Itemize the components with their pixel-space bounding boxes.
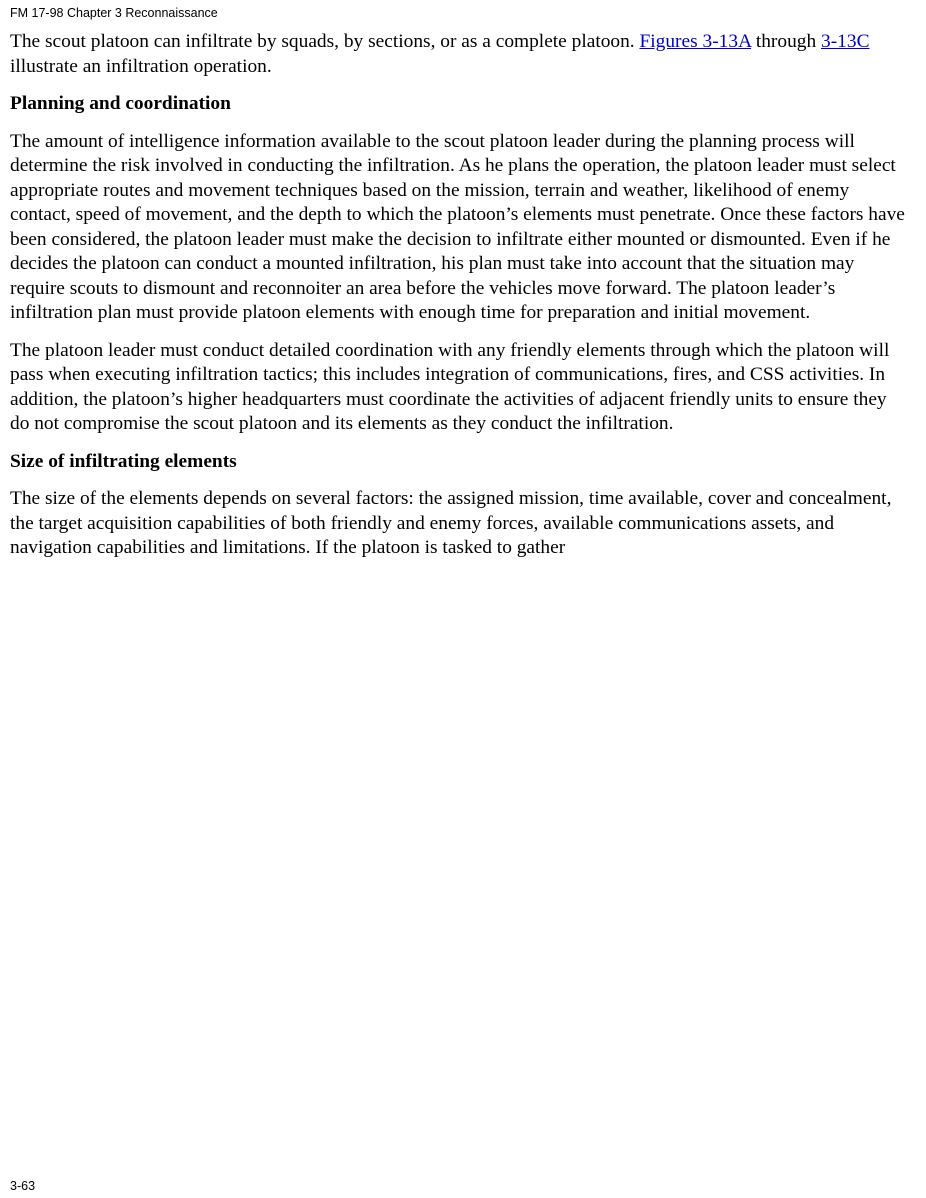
section-heading-planning: Planning and coordination: [10, 93, 231, 114]
intro-paragraph: [10, 30, 906, 79]
page-number: 3-63: [10, 1179, 36, 1193]
section-heading-size: Size of infiltrating elements: [10, 450, 237, 472]
intro-text-middle: through: [751, 31, 822, 52]
intro-text-before: The scout platoon can infiltrate by squads, by sections, or as a complete platoon.: [10, 31, 640, 52]
figure-3-13a-link[interactable]: Figures 3-13A: [639, 31, 751, 52]
figure-3-13c-link[interactable]: 3-13C: [821, 31, 870, 52]
size-paragraph-1: The size of the elements depends on several factors: the assigned mission, time available, cover and concealment, the target acquisition capabilities of both friendly and enemy forces, available communications assets, and navigation capabilities and limitations. If the platoon is tasked to gather: [10, 488, 892, 558]
planning-paragraph-2: The platoon leader must conduct detailed coordination with any friendly elements through which the platoon will pass when executing infiltration tactics; this includes integration of communications, fires, and CSS activities. In addition, the platoon’s higher headquarters must coordinate the activities of adjacent friendly units to ensure they do not compromise the scout platoon and its elements as they conduct the infiltration.: [10, 339, 890, 434]
planning-paragraph-1: The amount of intelligence information available to the scout platoon leader during the planning process will determine the risk involved in conducting the infiltration. As he plans the operation, the platoon leader must select appropriate routes and movement techniques based on the mission, terrain and weather, likelihood of enemy contact, speed of movement, and the depth to which the platoon’s elements must penetrate. Once these factors have been considered, the platoon leader must make the decision to infiltrate either mounted or dismounted. Even if he decides the platoon can conduct a mounted infiltration, his plan must take into account that the situation may require scouts to dismount and reconnoiter an area before the vehicles move forward. The platoon leader’s infiltration plan must provide platoon elements with enough time for preparation and initial movement.: [10, 130, 905, 323]
intro-text-after: illustrate an infiltration operation.: [10, 55, 272, 77]
document-body: [10, 30, 906, 574]
running-header: FM 17-98 Chapter 3 Reconnaissance: [10, 6, 218, 20]
